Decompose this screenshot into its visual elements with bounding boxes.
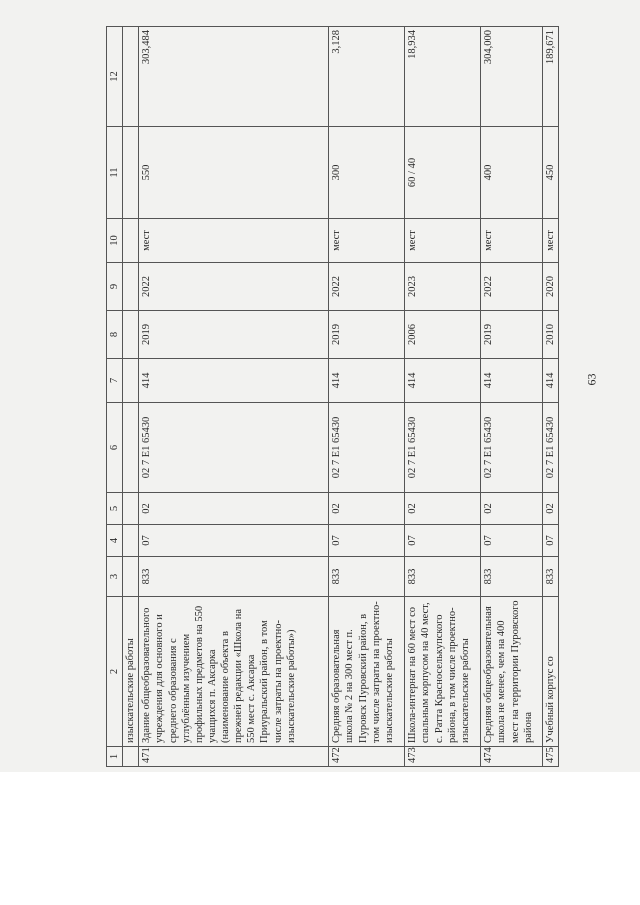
continuation-row: [123, 27, 139, 767]
object-name: Средняя образовательная школа № 2 на 300 мест п. Пуровск Пуровский район, в том числе затраты на проектно-изыскательские работы: [329, 597, 405, 747]
table-row: [329, 27, 405, 767]
cell: 2022: [329, 263, 405, 311]
row-number: 471: [139, 747, 329, 767]
cell: 2022: [139, 263, 329, 311]
cell: 02 7 E1 65430: [405, 403, 481, 493]
col-header: 1: [107, 747, 123, 767]
cell: 414: [481, 359, 543, 403]
cell: 02: [405, 493, 481, 525]
cell: 02 7 E1 65430: [139, 403, 329, 493]
cell: 07: [139, 525, 329, 557]
page-margin: [0, 772, 640, 905]
cell: 60 / 40: [405, 127, 481, 219]
cell: 833: [329, 557, 405, 597]
cell-amount: 303,484: [139, 27, 329, 127]
row-number: 475: [543, 747, 559, 767]
cell: 02 7 E1 65430: [329, 403, 405, 493]
header-row: [107, 27, 123, 767]
cell: 2006: [405, 311, 481, 359]
cell-amount: 18,934: [405, 27, 481, 127]
cell: 02: [329, 493, 405, 525]
table-row: [481, 27, 543, 767]
row-number: 473: [405, 747, 481, 767]
rotated-table-container: [106, 27, 636, 767]
cell: 2010: [543, 311, 559, 359]
cell: 414: [543, 359, 559, 403]
cell: 2019: [139, 311, 329, 359]
cell: 02 7 E1 65430: [543, 403, 559, 493]
cell-amount: 3,128: [329, 27, 405, 127]
table-row: [405, 27, 481, 767]
cell: 2019: [481, 311, 543, 359]
cell: 07: [481, 525, 543, 557]
col-header: 12: [107, 27, 123, 127]
cell: 2020: [543, 263, 559, 311]
row-number: 472: [329, 747, 405, 767]
cell: 450: [543, 127, 559, 219]
table-row: [543, 27, 559, 767]
budget-table: [106, 26, 559, 767]
cell: 02 7 E1 65430: [481, 403, 543, 493]
col-header: 2: [107, 597, 123, 747]
cell: 2023: [405, 263, 481, 311]
cell: 2019: [329, 311, 405, 359]
cell: 833: [543, 557, 559, 597]
col-header: 10: [107, 219, 123, 263]
object-name: Здание общеобразовательного учреждения для основного и среднего образования с углублённым изучением профильных предметов на 550 учащихся п. Аксарка (наименование объекта в прежней редакции «Школа на 550 мест с. Аксарка Приуральский район, в том числе затраты на проектно-изыскательские работы»): [139, 597, 329, 747]
continuation-text: изыскательские работы: [123, 597, 139, 747]
col-header: 4: [107, 525, 123, 557]
cell: 833: [139, 557, 329, 597]
object-name: Учебный корпус со: [543, 597, 559, 747]
col-header: 7: [107, 359, 123, 403]
cell-amount: 189,671: [543, 27, 559, 127]
object-name: Средняя общеобразовательная школа не менее, чем на 400 мест на территории Пуровского района: [481, 597, 543, 747]
cell: мест: [139, 219, 329, 263]
cell: 414: [139, 359, 329, 403]
cell-amount: 304,000: [481, 27, 543, 127]
cell: 02: [481, 493, 543, 525]
object-name: Школа-интернат на 60 мест со спальным корпусом на 40 мест, с. Ратта Красноселькупского района, в том числе проектно-изыскательские работы: [405, 597, 481, 747]
col-header: 11: [107, 127, 123, 219]
cell: мест: [481, 219, 543, 263]
cell: 833: [405, 557, 481, 597]
col-header: 6: [107, 403, 123, 493]
cell: 02: [139, 493, 329, 525]
cell: 07: [329, 525, 405, 557]
table-row: [139, 27, 329, 767]
col-header: 9: [107, 263, 123, 311]
cell: мест: [405, 219, 481, 263]
cell: 400: [481, 127, 543, 219]
cell: 2022: [481, 263, 543, 311]
page-number: 63: [584, 373, 599, 386]
cell: 414: [405, 359, 481, 403]
cell: 02: [543, 493, 559, 525]
cell: 833: [481, 557, 543, 597]
col-header: 3: [107, 557, 123, 597]
cell: 300: [329, 127, 405, 219]
cell: мест: [543, 219, 559, 263]
cell: 550: [139, 127, 329, 219]
cell: мест: [329, 219, 405, 263]
col-header: 5: [107, 493, 123, 525]
cell: 414: [329, 359, 405, 403]
cell: 07: [543, 525, 559, 557]
row-number: 474: [481, 747, 543, 767]
cell: 07: [405, 525, 481, 557]
col-header: 8: [107, 311, 123, 359]
